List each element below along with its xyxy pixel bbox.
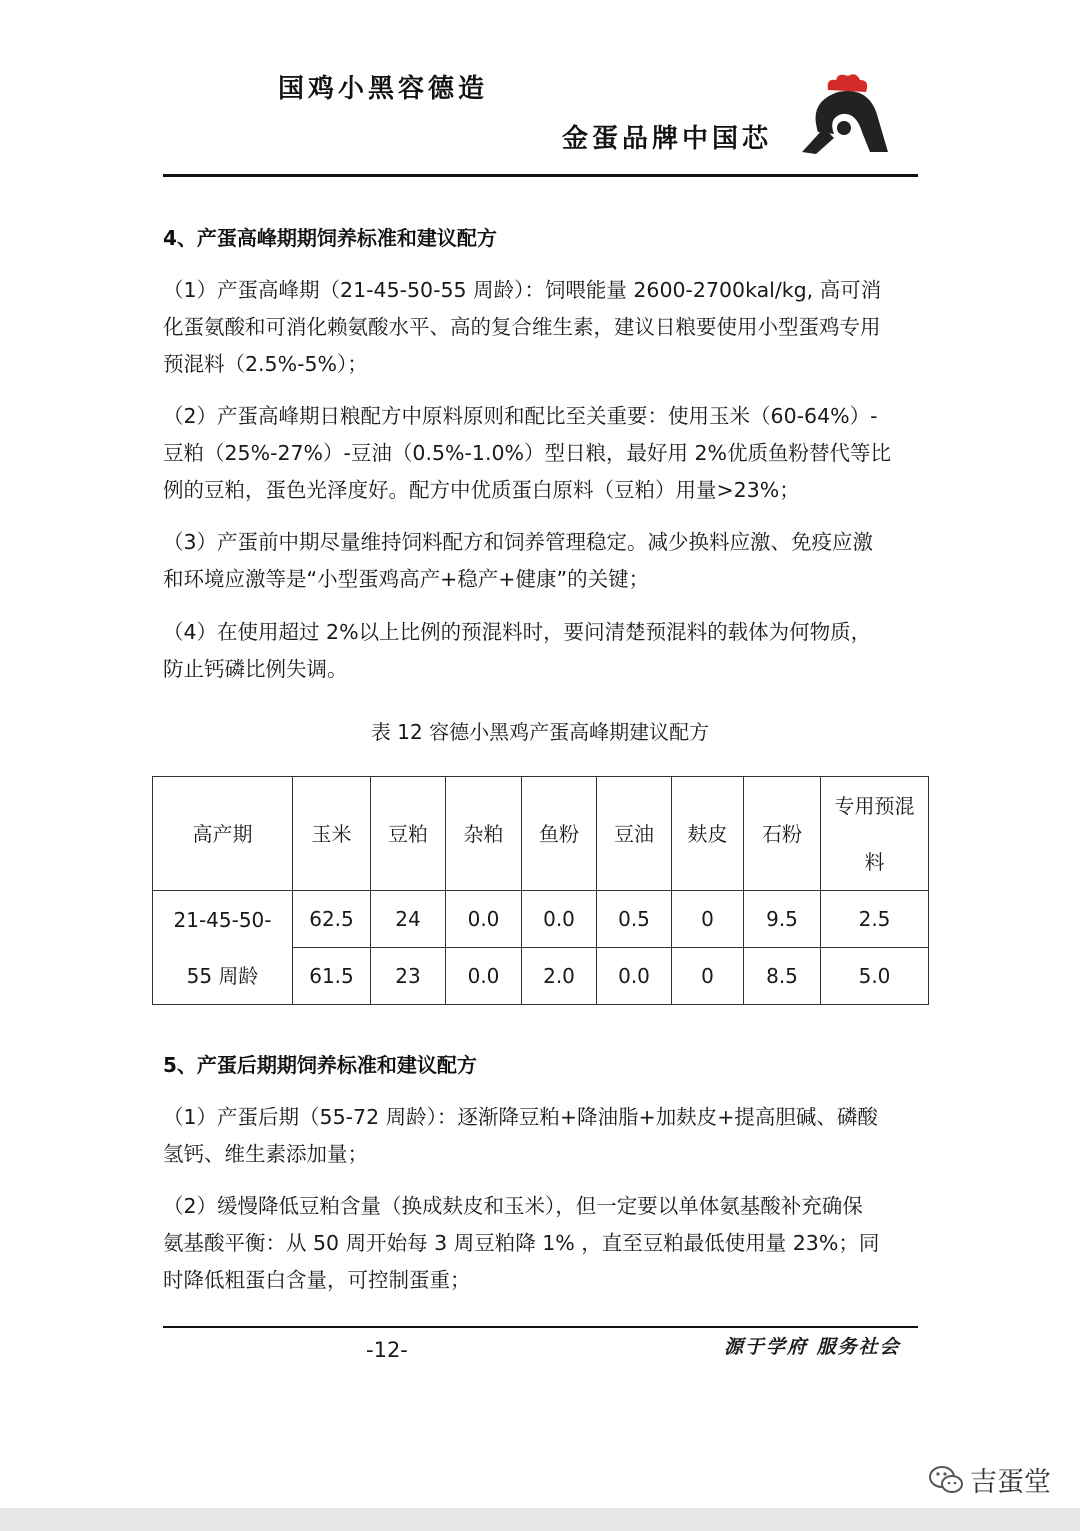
- section4-paragraph-1: （1）产蛋高峰期（21-45-50-55 周龄）：饲喂能量 2600-2700kal/kg, 高可消 化蛋氨酸和可消化赖氨酸水平、高的复合维生素，建议日粮要使用小型蛋鸡专用 预混料（2.5%-5%）；: [163, 278, 882, 376]
- footer-motto: 源于学府 服务社会: [724, 1336, 901, 1358]
- table-cell: 0: [672, 948, 744, 1005]
- table-row: [153, 891, 929, 948]
- header-cell-period: 高产期: [153, 777, 293, 891]
- table-cell: 8.5: [744, 948, 821, 1005]
- table-cell: 5.0: [821, 948, 929, 1005]
- table-cell: 0.0: [446, 891, 522, 948]
- section5-paragraph-2: （2）缓慢降低豆粕含量（换成麸皮和玉米），但一定要以单体氨基酸补充确保 氨基酸平衡：从 50 周开始每 3 周豆粕降 1% ，直至豆粕最低使用量 23%；同 时降低粗蛋白含量，可控制蛋重；: [163, 1194, 880, 1292]
- table-cell: 2.0: [522, 948, 597, 1005]
- header-cell-fish-meal: 鱼粉: [522, 777, 597, 891]
- footer-rule: [163, 1326, 918, 1328]
- table-cell: 0.5: [597, 891, 672, 948]
- header-cell-premix: 专用预混料: [821, 777, 929, 891]
- table-cell: 0.0: [522, 891, 597, 948]
- table-cell: 0: [672, 891, 744, 948]
- table-caption: 表 12 容德小黑鸡产蛋高峰期建议配方: [370, 720, 710, 744]
- table-cell: 62.5: [293, 891, 371, 948]
- table-cell: 0.0: [597, 948, 672, 1005]
- table-header-row: [153, 777, 929, 891]
- wechat-icon: [928, 1465, 964, 1495]
- header-cell-soybean-oil: 豆油: [597, 777, 672, 891]
- section4-paragraph-4: （4）在使用超过 2%以上比例的预混料时，要问清楚预混料的载体为何物质， 防止钙磷比例失调。: [163, 620, 872, 681]
- hen-logo-icon: [798, 72, 890, 158]
- table-cell: 0.0: [446, 948, 522, 1005]
- period-cell: 21-45-50-55 周龄: [153, 891, 293, 1005]
- section4-paragraph-2: （2）产蛋高峰期日粮配方中原料原则和配比至关重要：使用玉米（60-64%）- 豆粕（25%-27%）-豆油（0.5%-1.0%）型日粮，最好用 2%优质鱼粉替代等比 例的豆粕，蛋色光泽度好。配方中优质蛋白原料（豆粕）用量>23%；: [163, 404, 892, 502]
- section5-paragraph-1: （1）产蛋后期（55-72 周龄）：逐渐降豆粕+降油脂+加麸皮+提高胆碱、磷酸 氢钙、维生素添加量；: [163, 1105, 878, 1166]
- header-rule: [163, 174, 918, 177]
- header-slogan-right: 金蛋品牌中国芯: [562, 124, 773, 154]
- header-cell-corn: 玉米: [293, 777, 371, 891]
- table-cell: 61.5: [293, 948, 371, 1005]
- table-cell: 23: [371, 948, 446, 1005]
- section5-title: 5、产蛋后期期饲养标准和建议配方: [163, 1053, 477, 1077]
- header-cell-limestone: 石粉: [744, 777, 821, 891]
- section4-paragraph-3: （3）产蛋前中期尽量维持饲料配方和饲养管理稳定。减少换料应激、免疫应激 和环境应激等是“小型蛋鸡高产+稳产+健康”的关键；: [163, 530, 874, 591]
- table-cell: 2.5: [821, 891, 929, 948]
- page-number: -12-: [366, 1338, 408, 1362]
- header-slogan-left: 国鸡小黑容德造: [278, 74, 489, 104]
- watermark-text: 吉蛋堂: [970, 1467, 1051, 1498]
- formula-table: [152, 776, 929, 1005]
- header-cell-soybean-meal: 豆粕: [371, 777, 446, 891]
- section4-title: 4、产蛋高峰期期饲养标准和建议配方: [163, 226, 497, 250]
- header-cell-misc-meal: 杂粕: [446, 777, 522, 891]
- header-cell-wheat-bran: 麸皮: [672, 777, 744, 891]
- bottom-strip: [0, 1508, 1080, 1531]
- watermark: [928, 1460, 1051, 1499]
- table-cell: 24: [371, 891, 446, 948]
- table-cell: 9.5: [744, 891, 821, 948]
